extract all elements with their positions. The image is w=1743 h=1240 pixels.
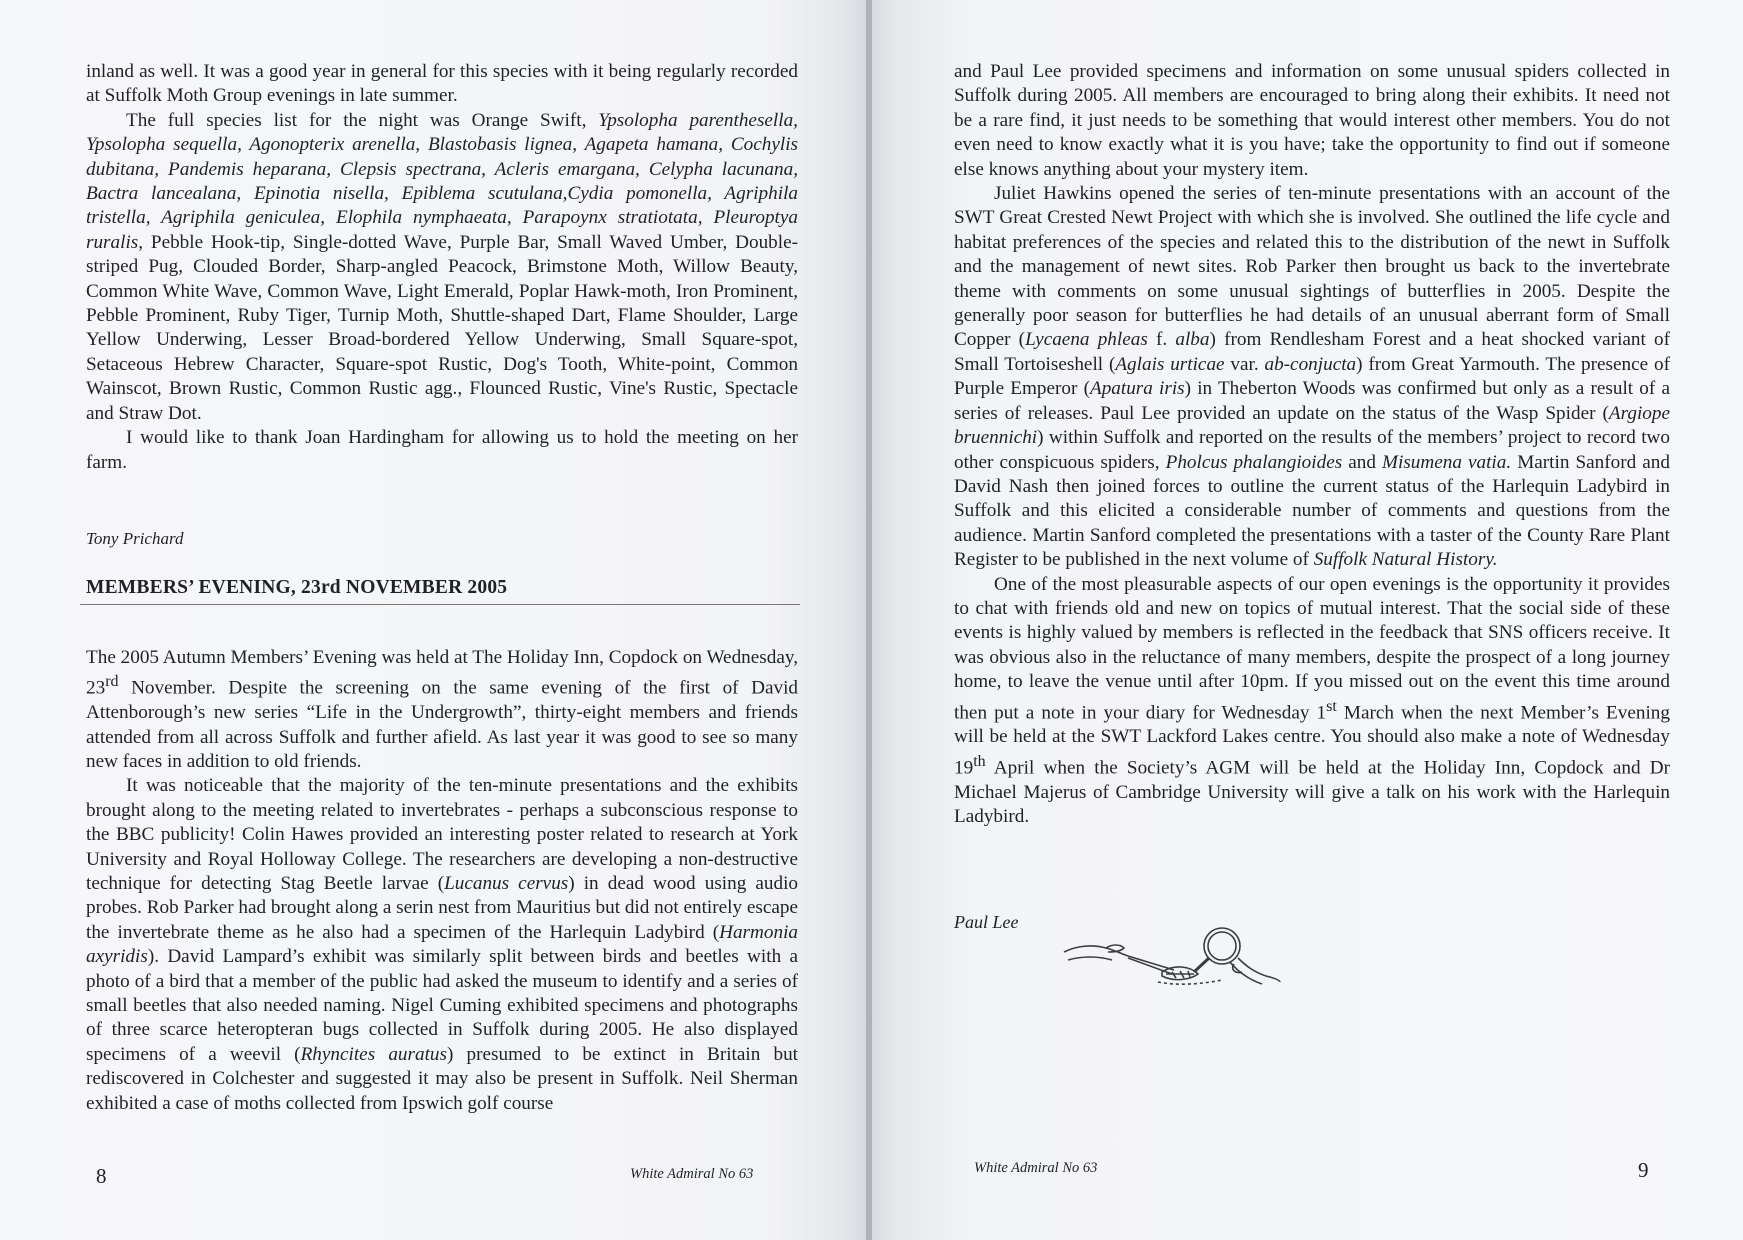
paragraph-1: and Paul Lee provided specimens and information on some unusual spiders collected in Suffolk during 2005. All members are encouraged to bring along their exhibits. It need not be a rare find, it just needs to be something that would interest other members. You do not even need to know exactly what it is you have; take the opportunity to find out if someone else knows anything about your mystery item. [954, 61, 1670, 180]
species-common-names: , Pebble Hook-tip, Single-dotted Wave, Purple Bar, Small Waved Umber, Double-striped Pug, Clouded Border, Sharp-angled Peacock, Brimstone Moth, Willow Beauty, Common White Wave, Common Wave, Light Emerald, Poplar Hawk-moth, Iron Prominent, Pebble Prominent, Ruby Tiger, Turnip Moth, Shuttle-shaped Dart, Flame Shoulder, Large Yellow Underwing, Lesser Broad-bordered Yellow Underwing, Small Square-spot, Setaceous Hebrew Character, Square-spot Rustic, Dog's Tooth, White-point, Common Wainscot, Brown Rustic, Common Rustic agg., Flounced Rustic, Vine's Rustic, Spectacle and Straw Dot. [86, 231, 798, 424]
author-signature: Tony Prichard [86, 529, 184, 548]
magnifier-hands-icon [1062, 922, 1282, 1000]
article-body-top [86, 60, 798, 475]
p1-superscript: rd [105, 673, 119, 691]
p2-latin-3: Rhyncites auratus [300, 1043, 447, 1065]
species-latin-names: Ypsolopha parenthesella, Ypsolopha sequella, Agonopterix arenella, Blastobasis lignea, Agapeta hamana, Cochylis dubitana, Pandemis heparana, Clepsis spectrana, Acleris emargana, Celypha lacunana, Bactra lancealana, Epinotia nisella, Epiblema scutulana,Cydia pomonella, Agriphila tristella, Agriphila geniculea, Elophila nymphaeata, Parapoynx stratiotata, Pleuroptya ruralis [86, 109, 798, 253]
p2-latin-1: Lycaena phleas [1025, 329, 1148, 351]
p2-text-d: ) presumed to be extinct in Britain but rediscovered in Colchester and suggested it may also be present in Suffolk. Neil Sherman exhibited a case of moths collected from Ipswich golf course [86, 1043, 799, 1114]
page-left [0, 0, 868, 1240]
p2-latin-9: Suffolk Natural History. [1313, 549, 1498, 571]
page-footer: White Admiral No 63 [974, 1160, 1098, 1176]
p2-text-b: f. [1147, 329, 1176, 351]
p2-text-e: ) from Great Yarmouth. The presence of Purple Emperor ( [954, 353, 1670, 400]
p2-text-a: Juliet Hawkins opened the series of ten-minute presentations with an account of the SWT Great Crested Newt Project with which she is involved. She outlined the life cycle and habitat preferences of the species and related this to the distribution of the newt in Suffolk and the management of newt sites. Rob Parker then brought us back to the invertebrate theme with comments on some unusual sightings of butterflies in 2005. Despite the generally poor season for butterflies he had details of an unusual aberrant form of Small Copper ( [954, 183, 1670, 351]
article-body-right [954, 60, 1670, 829]
p2-latin-7: Pholcus phalangioides [1165, 451, 1343, 473]
species-intro: The full species list for the night was Orange Swift, [126, 109, 599, 131]
paragraph-species-list [86, 109, 798, 426]
p2-latin-6: Argiope bruennichi [954, 402, 1670, 449]
p2-text-c: ) from Rendlesham Forest and a heat shocked variant of Small Tortoiseshell ( [954, 329, 1671, 375]
p2-latin-2: Harmonia axyridis [86, 921, 798, 968]
page-number: 9 [1638, 1158, 1649, 1182]
paragraph-2 [86, 774, 798, 1116]
paragraph-3 [954, 573, 1670, 830]
paragraph-1 [86, 646, 798, 774]
page-right [872, 0, 1743, 1240]
p2-latin-3: Aglais urticae [1115, 353, 1225, 375]
p2-latin-5: Apatura iris [1089, 378, 1185, 400]
p2-text-b: ) in dead wood using audio probes. Rob Parker had brought along a serin nest from Mauritius but did not entirely escape the invertebrate theme as he also had a specimen of the Harlequin Ladybird ( [86, 873, 798, 943]
p2-text-g: ) within Suffolk and reported on the results of the members’ project to record two other conspicuous spiders, [954, 427, 1670, 473]
page-number: 8 [96, 1164, 107, 1188]
p2-latin-2: alba [1175, 329, 1210, 351]
paragraph-thanks: I would like to thank Joan Hardingham for allowing us to hold the meeting on her farm. [86, 427, 798, 473]
p2-text-j: Martin Sanford and David Nash then joined forces to outline the current status of the Harlequin Ladybird in Suffolk and this elicited a considerable number of comments and questions from the audience. Martin Sanford completed the presentations with a taster of the County Rare Plant Register to be published in the next volume of [954, 451, 1670, 571]
page-footer: White Admiral No 63 [630, 1166, 754, 1182]
p3-superscript-2: th [973, 752, 986, 770]
p1-text-a: The 2005 Autumn Members’ Evening was held at The Holiday Inn, Copdock on Wednesday, 23 [86, 647, 798, 699]
p2-text-h: and [1342, 451, 1382, 473]
section-heading: MEMBERS’ EVENING, 23rd NOVEMBER 2005 [86, 577, 508, 598]
p2-text-f: ) in Theberton Woods was confirmed but only as a result of a series of releases. Paul Lee provided an update on the status of the Wasp Spider ( [954, 378, 1670, 424]
p2-latin-4: ab-conjucta [1264, 353, 1357, 375]
article-body-main [86, 646, 798, 1116]
author-signature: Paul Lee [954, 912, 1019, 932]
p3-text-a: One of the most pleasurable aspects of our open evenings is the opportunity it provides to chat with friends old and new on topics of mutual interest. That the social side of these events is highly valued by members is reflected in the feedback that SNS officers receive. It was obvious also in the reluctance of many members, despite the prospect of a long journey home, to leave the venue until after 10pm. If you missed out on the event this time around then put a note in your diary for Wednesday 1 [954, 573, 1670, 723]
p2-text-c: ). David Lampard’s exhibit was similarly split between birds and beetles with a photo of a bird that a member of the public had asked the museum to identify and a series of small beetles that also needed naming. Nigel Cuming exhibited specimens and photographs of three scarce heteropteran bugs collected in Suffolk during 2005. He also displayed specimens of a weevil ( [86, 946, 798, 1065]
heading-rule [80, 604, 800, 605]
p3-superscript-1: st [1326, 697, 1337, 715]
paragraph-2 [954, 182, 1670, 573]
p2-text-d: var. [1224, 353, 1265, 375]
p2-latin-1: Lucanus cervus [444, 873, 569, 895]
p2-text-a: It was noticeable that the majority of the ten-minute presentations and the exhibits brought along to the meeting related to invertebrates - perhaps a subconscious response to the BBC publicity! Colin Hawes provided an interesting poster related to research at York University and Royal Holloway College. The researchers are developing a non-destructive technique for detecting Stag Beetle larvae ( [86, 775, 798, 895]
p3-text-b: March when the next Member’s Evening will be held at the SWT Lackford Lakes centre. You should also make a note of Wednesday 19 [954, 701, 1670, 779]
paragraph-continuation: inland as well. It was a good year in general for this species with it being regularly recorded at Suffolk Moth Group evenings in late summer. [86, 61, 798, 107]
p1-text-b: November. Despite the screening on the same evening of the first of David Attenborough’s new series “Life in the Undergrowth”, thirty-eight members and friends attended from all across Suffolk and further afield. As last year it was good to see so many new faces in addition to old friends. [86, 677, 798, 773]
p3-text-c: April when the Society’s AGM will be held at the Holiday Inn, Copdock and Dr Michael Majerus of Cambridge University will give a talk on his work with the Harlequin Ladybird. [954, 757, 1670, 827]
p2-latin-8: Misumena vatia. [1382, 451, 1512, 473]
